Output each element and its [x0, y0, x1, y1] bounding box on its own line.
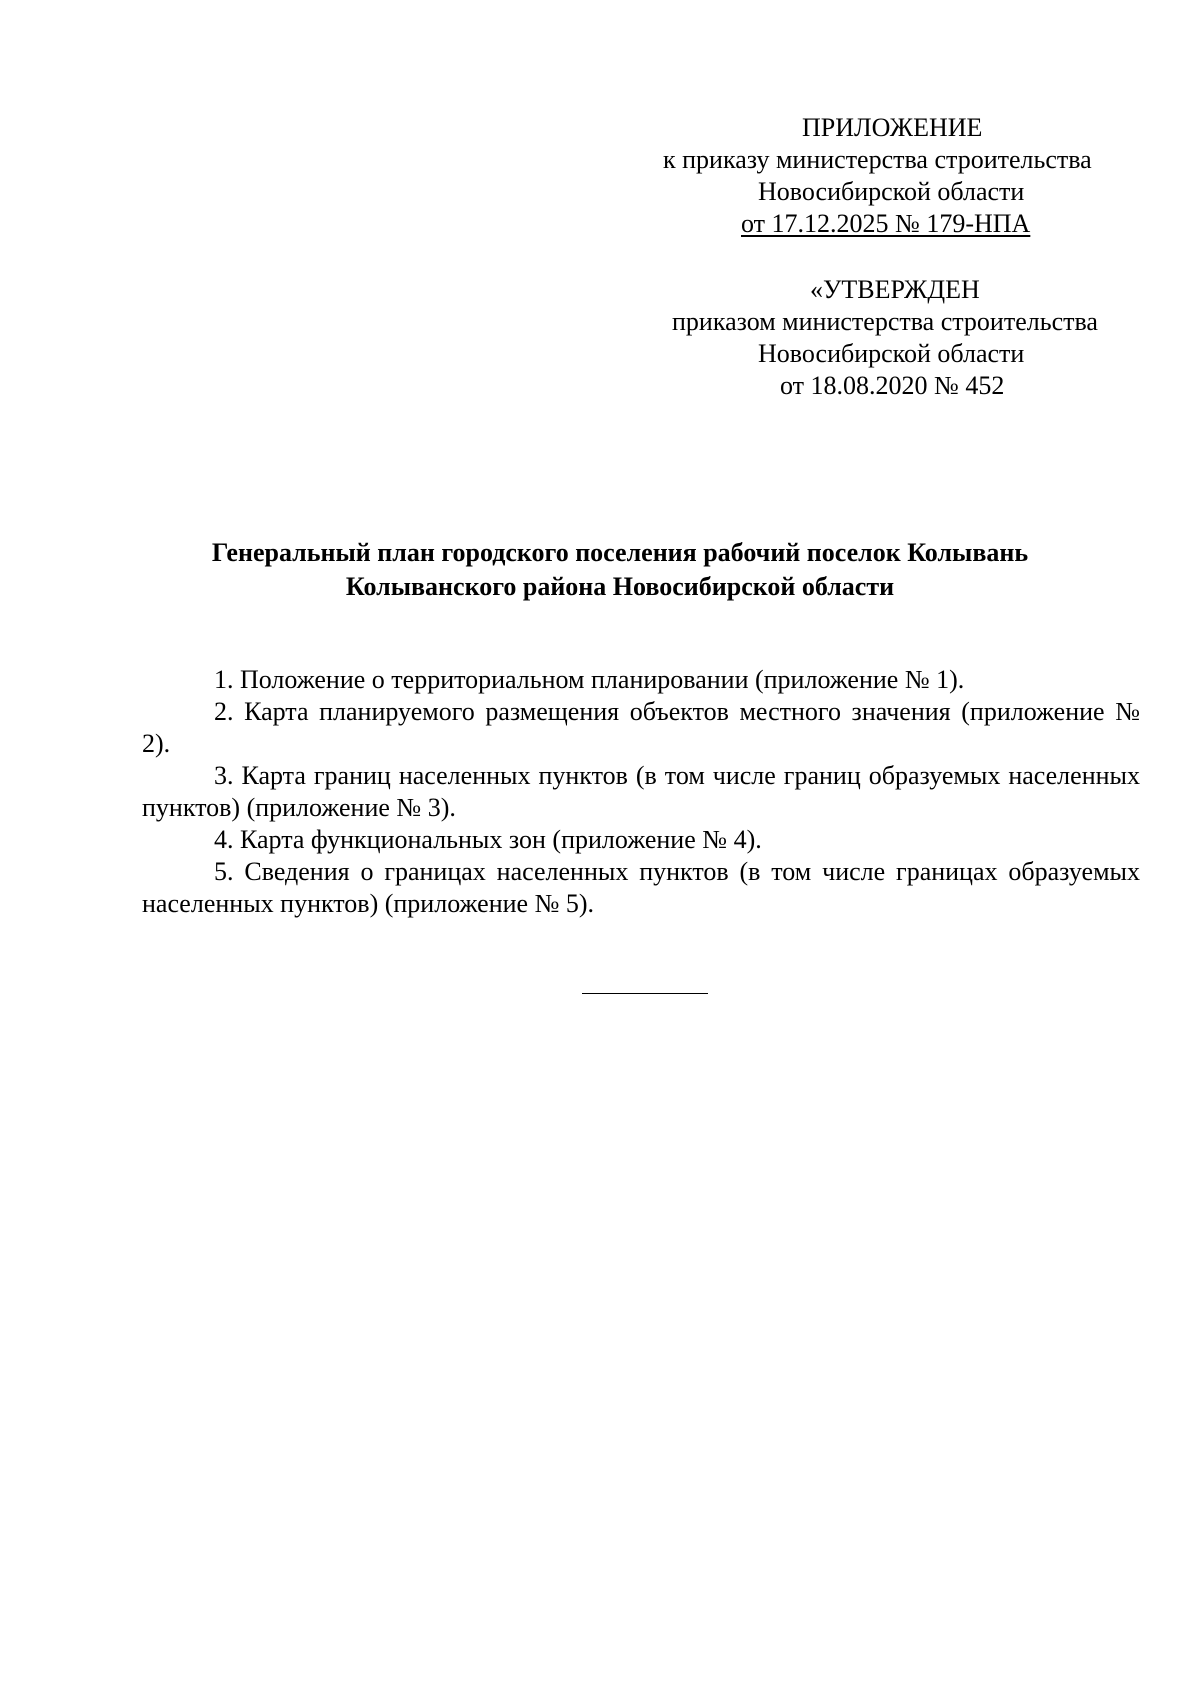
- approved-date-number: от 18.08.2020 № 452: [780, 371, 1005, 400]
- appendix-order-line: к приказу министерства строительства: [663, 145, 1092, 174]
- list-item: 1. Положение о территориальном планировании (приложение № 1).: [214, 665, 965, 694]
- document-title: [145, 536, 1095, 604]
- end-separator-line: [582, 993, 708, 994]
- appendix-list: [142, 664, 1140, 920]
- list-item: 2. Карта планируемого размещения объектов местного значения (приложение № 2).: [142, 697, 1140, 758]
- appendix-title: ПРИЛОЖЕНИЕ: [802, 113, 983, 142]
- list-item: 4. Карта функциональных зон (приложение № 4).: [214, 825, 762, 854]
- document-title-line-2: Колыванского района Новосибирской области: [345, 572, 895, 601]
- approved-region-line: Новосибирской области: [758, 339, 1025, 368]
- list-item: 5. Сведения о границах населенных пунктов (в том числе границах образуемых населенных пунктов) (приложение № 5).: [142, 857, 1140, 918]
- document-title-line-1: Генеральный план городского поселения рабочий поселок Колывань: [211, 538, 1029, 567]
- approved-title: «УТВЕРЖДЕН: [810, 275, 980, 304]
- approval-block: [600, 112, 1200, 402]
- appendix-date-number: от 17.12.2025 № 179-НПА: [741, 209, 1031, 238]
- appendix-region-line: Новосибирской области: [758, 177, 1025, 206]
- list-item: 3. Карта границ населенных пунктов (в том числе границ образуемых населенных пунктов) (приложение № 3).: [142, 761, 1140, 822]
- approved-order-line: приказом министерства строительства: [672, 307, 1098, 336]
